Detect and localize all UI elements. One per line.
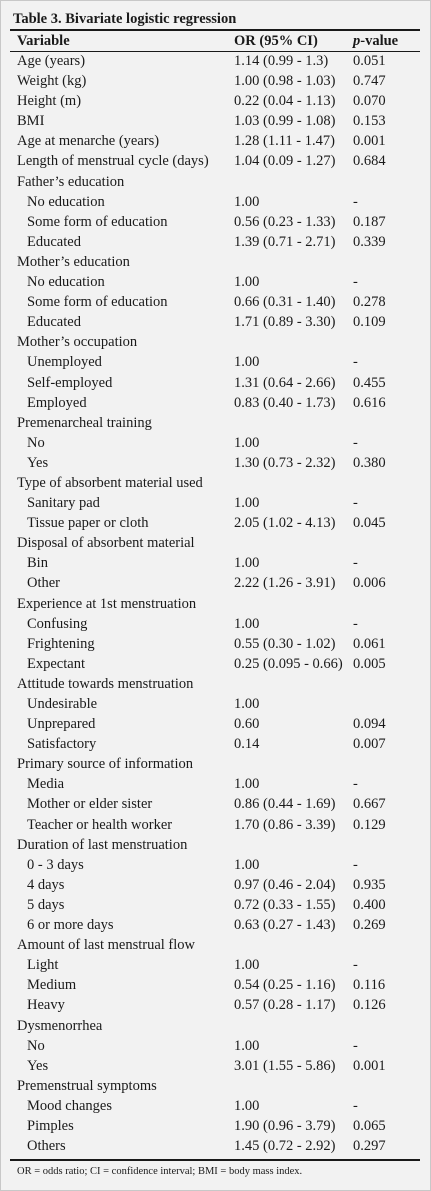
table-row [1, 513, 430, 533]
cell-or: 0.72 (0.33 - 1.55) [234, 896, 336, 913]
table-row [1, 573, 430, 593]
cell-p-value: 0.094 [353, 716, 386, 733]
cell-or: 1.14 (0.99 - 1.3) [234, 53, 329, 69]
table-row [1, 634, 430, 654]
cell-variable: Mother’s education [17, 253, 130, 270]
table-row [1, 1136, 430, 1156]
cell-p-value: 0.339 [353, 233, 386, 250]
cell-p-value: 0.051 [353, 53, 386, 69]
cell-or: 0.57 (0.28 - 1.17) [234, 997, 336, 1014]
cell-variable: Heavy [27, 997, 65, 1014]
header-p-suffix: -value [360, 33, 399, 49]
cell-variable: Mood changes [27, 1097, 112, 1114]
cell-p-value: 0.045 [353, 515, 386, 532]
cell-or: 1.45 (0.72 - 2.92) [234, 1138, 336, 1155]
cell-p-value: 0.400 [353, 896, 386, 913]
cell-p-value: - [353, 776, 358, 793]
table-footnote: OR = odds ratio; CI = confidence interval; BMI = body mass index. [17, 1166, 303, 1177]
cell-p-value: 0.297 [353, 1138, 386, 1155]
cell-or: 1.28 (1.11 - 1.47) [234, 133, 335, 150]
cell-or: 1.00 [234, 495, 260, 512]
header-or: OR (95% CI) [234, 33, 318, 49]
table-row [1, 553, 430, 573]
cell-variable: Some form of education [27, 213, 168, 230]
cell-p-value: - [353, 354, 358, 371]
cell-or: 1.00 [234, 354, 260, 371]
cell-p-value: - [353, 555, 358, 572]
cell-or: 1.71 (0.89 - 3.30) [234, 314, 336, 331]
table-row [1, 1096, 430, 1116]
table-header-row [1, 31, 430, 51]
cell-or: 0.63 (0.27 - 1.43) [234, 917, 336, 934]
table-row [1, 433, 430, 453]
cell-p-value: - [353, 615, 358, 632]
table-row [1, 172, 430, 192]
cell-p-value: 0.935 [353, 876, 386, 893]
cell-or: 2.05 (1.02 - 4.13) [234, 515, 336, 532]
table-row [1, 995, 430, 1015]
cell-or: 0.83 (0.40 - 1.73) [234, 394, 336, 411]
cell-variable: Amount of last menstrual flow [17, 937, 196, 954]
table-row [1, 212, 430, 232]
table-row [1, 955, 430, 975]
cell-or: 0.22 (0.04 - 1.13) [234, 93, 336, 110]
cell-p-value: 0.278 [353, 294, 386, 311]
cell-or: 0.56 (0.23 - 1.33) [234, 213, 336, 230]
cell-variable: Tissue paper or cloth [27, 515, 149, 532]
cell-variable: 6 or more days [27, 917, 114, 934]
cell-p-value: - [353, 856, 358, 873]
cell-variable: Mother or elder sister [27, 796, 153, 813]
cell-p-value: - [353, 957, 358, 974]
cell-or: 1.31 (0.64 - 2.66) [234, 374, 336, 391]
table-row [1, 533, 430, 553]
cell-variable: Bin [27, 555, 48, 572]
table-row [1, 151, 430, 171]
table-row [1, 312, 430, 332]
cell-or: 3.01 (1.55 - 5.86) [234, 1057, 336, 1074]
table-row [1, 835, 430, 855]
cell-p-value: - [353, 193, 358, 210]
cell-p-value: - [353, 1097, 358, 1114]
cell-or: 1.00 [234, 434, 260, 451]
cell-variable: Attitude towards menstruation [17, 675, 194, 692]
cell-variable: Yes [27, 1057, 49, 1074]
cell-p-value: 0.065 [353, 1117, 386, 1134]
cell-or: 1.00 [234, 274, 260, 291]
cell-variable: Unemployed [27, 354, 102, 371]
cell-or: 1.00 [234, 856, 260, 873]
cell-p-value: 0.455 [353, 374, 386, 391]
cell-p-value: 0.116 [353, 977, 386, 994]
table-row [1, 131, 430, 151]
cell-or: 1.03 (0.99 - 1.08) [234, 113, 336, 130]
cell-p-value: 0.001 [353, 1057, 386, 1074]
cell-or: 0.86 (0.44 - 1.69) [234, 796, 336, 813]
cell-variable: Age (years) [17, 53, 86, 69]
cell-or: 1.90 (0.96 - 3.79) [234, 1117, 336, 1134]
table-row [1, 272, 430, 292]
cell-variable: Father’s education [17, 173, 125, 190]
cell-variable: Length of menstrual cycle (days) [17, 153, 209, 170]
bottom-rule [10, 1159, 420, 1161]
cell-p-value: 0.005 [353, 655, 386, 672]
table-row [1, 754, 430, 774]
cell-or: 2.22 (1.26 - 3.91) [234, 575, 336, 592]
cell-variable: No [27, 1037, 45, 1054]
table-body [1, 51, 430, 1156]
cell-p-value: 0.006 [353, 575, 386, 592]
cell-variable: Disposal of absorbent material [17, 535, 195, 552]
table-row [1, 714, 430, 734]
cell-variable: Type of absorbent material used [17, 474, 203, 491]
cell-p-value: 0.153 [353, 113, 386, 130]
table-row [1, 373, 430, 393]
table-row [1, 594, 430, 614]
cell-variable: BMI [17, 113, 45, 130]
cell-or: 1.30 (0.73 - 2.32) [234, 454, 336, 471]
cell-or: 0.54 (0.25 - 1.16) [234, 977, 336, 994]
cell-variable: Yes [27, 454, 49, 471]
cell-p-value: 0.187 [353, 213, 386, 230]
header-p-letter: p [353, 33, 361, 49]
cell-or: 0.55 (0.30 - 1.02) [234, 635, 336, 652]
cell-p-value: - [353, 434, 358, 451]
cell-variable: Sanitary pad [27, 495, 100, 512]
cell-variable: Unprepared [27, 716, 96, 733]
cell-variable: Expectant [27, 655, 85, 672]
cell-variable: Employed [27, 394, 87, 411]
cell-variable: Duration of last menstruation [17, 836, 188, 853]
table-row [1, 855, 430, 875]
table-row [1, 794, 430, 814]
cell-p-value: 0.380 [353, 454, 386, 471]
table-row [1, 413, 430, 433]
table-row [1, 1116, 430, 1136]
header-variable: Variable [17, 33, 70, 49]
cell-or: 0.66 (0.31 - 1.40) [234, 294, 336, 311]
cell-or: 0.14 [234, 736, 260, 753]
cell-variable: No education [27, 274, 105, 291]
cell-p-value: 0.061 [353, 635, 386, 652]
cell-variable: Primary source of information [17, 756, 193, 773]
table-row [1, 734, 430, 754]
cell-p-value: - [353, 274, 358, 291]
table-row [1, 1056, 430, 1076]
table-row [1, 473, 430, 493]
cell-or: 1.00 [234, 696, 260, 712]
table-row [1, 975, 430, 995]
table-row [1, 774, 430, 794]
cell-variable: Other [27, 575, 61, 592]
cell-variable: Some form of education [27, 294, 168, 311]
cell-or: 1.00 [234, 193, 260, 210]
table-row [1, 352, 430, 372]
cell-or: 0.25 (0.095 - 0.66) [234, 655, 343, 672]
cell-variable: Weight (kg) [17, 73, 87, 90]
cell-variable: Teacher or health worker [27, 816, 173, 833]
cell-variable: Educated [27, 233, 81, 250]
cell-variable: 4 days [27, 876, 65, 893]
cell-p-value: 0.684 [353, 153, 386, 170]
cell-variable: Satisfactory [27, 736, 97, 753]
cell-p-value: 0.616 [353, 394, 386, 411]
cell-variable: Mother’s occupation [17, 334, 138, 351]
cell-p-value: 0.109 [353, 314, 386, 331]
cell-variable: Frightening [27, 635, 95, 652]
cell-or: 0.60 [234, 716, 260, 733]
cell-variable: Age at menarche (years) [17, 133, 160, 150]
cell-or: 1.00 (0.98 - 1.03) [234, 73, 336, 90]
table-row [1, 51, 430, 71]
table-row [1, 875, 430, 895]
table-row [1, 252, 430, 272]
cell-or: 1.00 [234, 1097, 260, 1114]
cell-variable: Confusing [27, 615, 88, 632]
cell-variable: Height (m) [17, 93, 82, 110]
cell-variable: Self-employed [27, 374, 113, 391]
table-row [1, 493, 430, 513]
table-row [1, 71, 430, 91]
cell-p-value: 0.667 [353, 796, 386, 813]
cell-or: 1.70 (0.86 - 3.39) [234, 816, 336, 833]
cell-or: 1.00 [234, 615, 260, 632]
table-row [1, 292, 430, 312]
cell-p-value: - [353, 495, 358, 512]
cell-p-value: 0.070 [353, 93, 386, 110]
cell-or: 1.04 (0.09 - 1.27) [234, 153, 336, 170]
table-row [1, 232, 430, 252]
cell-variable: Premenarcheal training [17, 414, 152, 431]
cell-variable: Educated [27, 314, 81, 331]
cell-variable: Dysmenorrhea [17, 1017, 103, 1034]
cell-variable: 0 - 3 days [27, 856, 84, 873]
cell-or: 0.97 (0.46 - 2.04) [234, 876, 336, 893]
table-row [1, 895, 430, 915]
table-row [1, 935, 430, 955]
table-row [1, 694, 430, 714]
cell-p-value: 0.126 [353, 997, 386, 1014]
cell-or: 1.00 [234, 1037, 260, 1054]
header-p-value [353, 31, 398, 51]
cell-p-value: 0.001 [353, 133, 386, 150]
table-row [1, 91, 430, 111]
cell-variable: No education [27, 193, 105, 210]
table-row [1, 1036, 430, 1056]
table-title: Table 3. Bivariate logistic regression [13, 11, 237, 27]
table-row [1, 815, 430, 835]
cell-variable: Light [27, 957, 59, 974]
cell-p-value: - [353, 1037, 358, 1054]
cell-or: 1.39 (0.71 - 2.71) [234, 233, 336, 250]
cell-variable: Others [27, 1138, 66, 1155]
cell-variable: No [27, 434, 45, 451]
cell-or: 1.00 [234, 555, 260, 572]
table-row [1, 614, 430, 634]
table-row [1, 915, 430, 935]
cell-variable: Medium [27, 977, 77, 994]
cell-variable: 5 days [27, 896, 65, 913]
table-row [1, 393, 430, 413]
cell-or: 1.00 [234, 776, 260, 793]
table-row [1, 1076, 430, 1096]
table-row [1, 332, 430, 352]
table-row [1, 674, 430, 694]
table-row [1, 111, 430, 131]
cell-variable: Pimples [27, 1117, 74, 1134]
table-row [1, 192, 430, 212]
cell-variable: Premenstrual symptoms [17, 1077, 157, 1094]
table-row [1, 453, 430, 473]
cell-p-value: 0.129 [353, 816, 386, 833]
cell-variable: Experience at 1st menstruation [17, 595, 197, 612]
cell-p-value: 0.747 [353, 73, 386, 90]
cell-p-value: 0.007 [353, 736, 386, 753]
table-row [1, 654, 430, 674]
cell-or: 1.00 [234, 957, 260, 974]
cell-variable: Media [27, 776, 65, 793]
table-row [1, 1016, 430, 1036]
cell-p-value: 0.269 [353, 917, 386, 934]
cell-variable: Undesirable [27, 696, 98, 712]
